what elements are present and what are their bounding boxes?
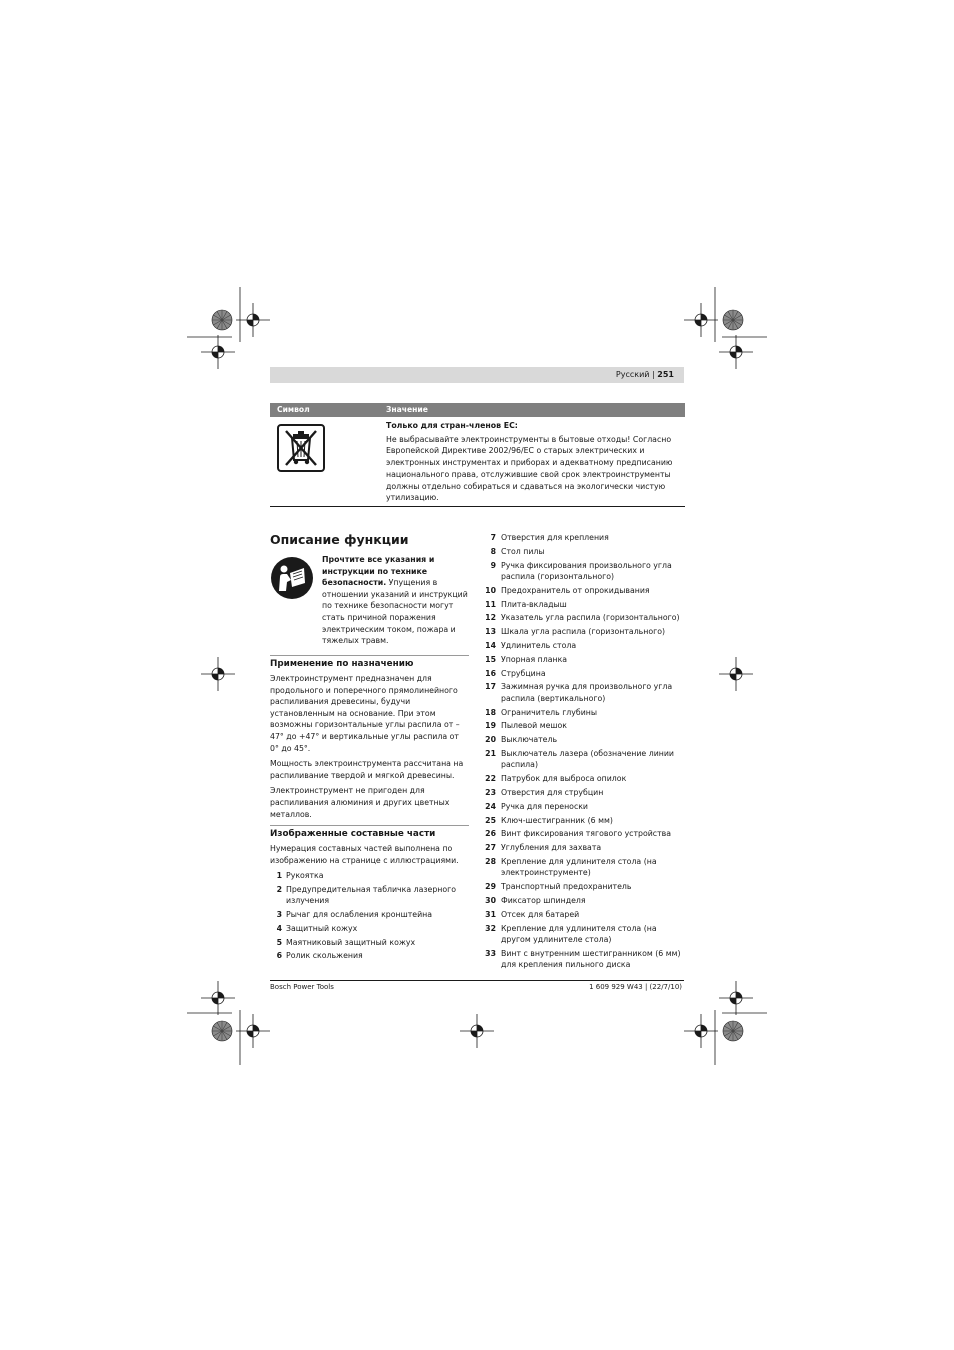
part-list-item: [482, 681, 684, 704]
part-number: 15: [485, 654, 496, 664]
part-label: Ручка фиксирования произвольного угла распила (горизонтального): [501, 560, 672, 581]
part-list-item: [482, 842, 684, 853]
parts-intro-text: Нумерация составных частей выполнена по изображению на странице с иллюстрациями.: [270, 844, 459, 865]
part-number: 18: [485, 707, 496, 717]
page-header-text: [616, 369, 674, 381]
registration-mark: [684, 1014, 718, 1048]
parts-list-left: [270, 870, 470, 964]
part-label: Патрубок для выброса опилок: [501, 774, 627, 784]
part-number: 3: [276, 910, 282, 919]
part-number: 11: [485, 599, 496, 609]
part-label: Выключатель: [501, 735, 558, 745]
footer-docnum: 1 609 929 W43 | (22/7/10): [589, 983, 682, 991]
part-list-item: [270, 950, 470, 961]
part-label: Зажимная ручка для произвольного угла распила (вертикального): [501, 682, 673, 703]
part-list-item: [482, 640, 684, 651]
color-target-mark: [723, 310, 743, 330]
part-label: Углубления для захвата: [501, 843, 602, 853]
registration-mark: [201, 657, 235, 691]
part-label: Рычаг для ослабления кронштейна: [286, 910, 433, 919]
part-label: Плита-вкладыш: [501, 599, 567, 609]
part-list-item: [270, 870, 470, 881]
part-list-item: [482, 720, 684, 731]
part-number: 24: [485, 801, 496, 811]
part-list-item: [482, 532, 684, 543]
part-list-item: [270, 884, 470, 907]
part-list-item: [482, 909, 684, 920]
registration-mark: [236, 1014, 270, 1048]
part-number: 9: [490, 560, 496, 570]
part-list-item: [482, 948, 684, 971]
part-list-item: [482, 801, 684, 812]
part-label: Предупредительная табличка лазерного излучения: [286, 884, 457, 906]
part-list-item: [482, 585, 684, 596]
part-label: Винт с внутренним шестигранником (6 мм) для крепления пильного диска: [501, 948, 681, 970]
part-number: 19: [485, 721, 496, 731]
part-list-item: [482, 787, 684, 798]
intended-use-p1: Электроинструмент предназначен для продольного и поперечного прямолинейного распиливания древесины, будучи установленным на основание. При этом возможны горизонтальные углы распила от –47° до +47° и вертикальные углы распила от 0° до 45°.: [270, 674, 460, 753]
color-target-mark: [723, 1021, 743, 1041]
intended-use-text: [270, 673, 470, 824]
part-list-item: [270, 937, 470, 948]
part-list-item: [482, 881, 684, 892]
part-number: 16: [485, 668, 496, 678]
part-label: Выключатель лазера (обозначение линии распила): [501, 748, 674, 770]
part-label: Крепление для удлинителя стола (на другом удлинителе стола): [501, 923, 657, 944]
part-label: Ручка для переноски: [501, 801, 589, 811]
part-list-item: [482, 748, 684, 771]
part-list-item: [482, 815, 684, 826]
part-label: Удлинитель стола: [501, 640, 577, 650]
col-symbol-header: Символ: [277, 405, 310, 414]
intended-use-heading: Применение по назначению: [270, 655, 469, 670]
part-number: 2: [276, 884, 282, 894]
intended-use-p2: Мощность электроинструмента рассчитана на распиливание твердой и мягкой древесины.: [270, 759, 464, 780]
col-meaning-header: Значение: [386, 405, 428, 414]
part-list-item: [482, 612, 684, 623]
part-number: 10: [485, 585, 496, 595]
part-number: 20: [485, 735, 496, 745]
part-number: 8: [490, 546, 496, 556]
part-label: Предохранитель от опрокидывания: [501, 585, 650, 595]
part-number: 1: [276, 871, 282, 880]
part-list-item: [482, 895, 684, 906]
registration-mark: [719, 335, 753, 369]
part-label: Упорная планка: [501, 654, 568, 664]
header-separator: |: [652, 370, 655, 379]
part-number: 26: [485, 829, 496, 839]
section-title: Описание функции: [270, 532, 409, 547]
part-number: 23: [485, 787, 496, 797]
part-label: Ограничитель глубины: [501, 707, 598, 717]
part-number: 21: [485, 748, 496, 758]
part-number: 33: [485, 948, 496, 958]
part-label: Фиксатор шпинделя: [501, 895, 586, 905]
part-label: Рукоятка: [286, 871, 324, 880]
registration-mark: [201, 981, 235, 1015]
part-label: Отверстия для крепления: [501, 533, 609, 542]
part-label: Струбцина: [501, 668, 546, 678]
symbol-table-header: [270, 403, 685, 417]
part-number: 22: [485, 774, 496, 784]
part-list-item: [482, 654, 684, 665]
part-list-item: [270, 909, 470, 920]
part-number: 12: [485, 613, 496, 623]
part-list-item: [482, 668, 684, 679]
registration-mark: [684, 303, 718, 337]
part-list-item: [270, 923, 470, 934]
registration-mark: [460, 1014, 494, 1048]
crossed-out-wheeled-bin-icon: [277, 424, 325, 472]
part-label: Маятниковый защитный кожух: [286, 937, 416, 947]
part-number: 27: [485, 843, 496, 853]
color-target-mark: [212, 310, 232, 330]
page-number: 251: [657, 370, 674, 379]
part-list-item: [482, 773, 684, 784]
registration-mark: [719, 981, 753, 1015]
part-label: Указатель угла распила (горизонтального): [501, 613, 680, 623]
part-list-item: [482, 923, 684, 946]
part-list-item: [482, 599, 684, 610]
part-number: 14: [485, 640, 496, 650]
part-list-item: [482, 546, 684, 557]
header-language: Русский: [615, 370, 650, 379]
part-number: 5: [276, 937, 282, 947]
footer-rule: [270, 980, 684, 981]
part-label: Транспортный предохранитель: [501, 882, 632, 892]
part-number: 25: [485, 815, 496, 825]
eu-only-title: Только для стран-членов ЕС:: [386, 421, 518, 430]
intended-use-p3: Электроинструмент не пригоден для распиливания алюминия и других цветных металлов.: [270, 786, 450, 819]
registration-mark: [719, 657, 753, 691]
part-number: 4: [276, 923, 282, 933]
part-label: Ролик скольжения: [286, 951, 363, 961]
parts-intro: [270, 843, 470, 870]
part-number: 13: [485, 627, 496, 637]
part-number: 6: [276, 951, 282, 961]
page-header-bar: [270, 367, 684, 383]
part-list-item: [482, 626, 684, 637]
part-list-item: [482, 707, 684, 718]
part-label: Отсек для батарей: [501, 909, 580, 919]
part-number: 28: [485, 856, 496, 866]
symbol-table: [270, 403, 685, 507]
disposal-text: Не выбрасывайте электроинструменты в бытовые отходы! Согласно Европейской Директиве 2002/96/ЕС о старых электрических и электронных инструментах и приборах и адекватному предписанию национального права, отслужившие свой срок электроинструменты должны отдельно собираться и сдаваться на экологически чистую утилизацию.: [386, 434, 673, 503]
parts-list-right: [482, 532, 684, 973]
part-label: Пылевой мешок: [501, 721, 568, 731]
part-number: 30: [485, 895, 496, 905]
registration-mark: [201, 335, 235, 369]
footer-brand: Bosch Power Tools: [270, 983, 334, 991]
safety-warning-bold: Прочтите все указания и инструкции по технике безопасности.: [322, 555, 435, 588]
part-label: Крепление для удлинителя стола (на электроинструменте): [501, 856, 657, 878]
part-label: Ключ-шестигранник (6 мм): [501, 815, 613, 825]
symbol-meaning: [386, 420, 684, 504]
read-manual-icon: [270, 556, 314, 600]
part-label: Отверстия для струбцин: [501, 787, 604, 797]
part-number: 29: [485, 882, 496, 892]
part-number: 32: [485, 923, 496, 933]
part-number: 31: [485, 909, 496, 919]
part-list-item: [482, 734, 684, 745]
safety-warning-text: Упущения в отношении указаний и инструкций по технике безопасности могут стать причиной поражения электрическим током, пожара и тяжелых травм.: [322, 578, 468, 646]
safety-warning: [322, 554, 470, 647]
part-label: Шкала угла распила (горизонтального): [501, 627, 666, 637]
part-list-item: [482, 560, 684, 583]
part-number: 17: [485, 682, 496, 692]
parts-heading: Изображенные составные части: [270, 825, 469, 840]
symbol-table-row: [270, 417, 685, 507]
part-list-item: [482, 856, 684, 879]
part-label: Стол пилы: [501, 546, 545, 556]
part-label: Винт фиксирования тягового устройства: [501, 829, 671, 839]
color-target-mark: [212, 1021, 232, 1041]
part-label: Защитный кожух: [286, 923, 358, 933]
registration-mark: [236, 303, 270, 337]
part-number: 7: [490, 533, 496, 542]
part-list-item: [482, 828, 684, 839]
